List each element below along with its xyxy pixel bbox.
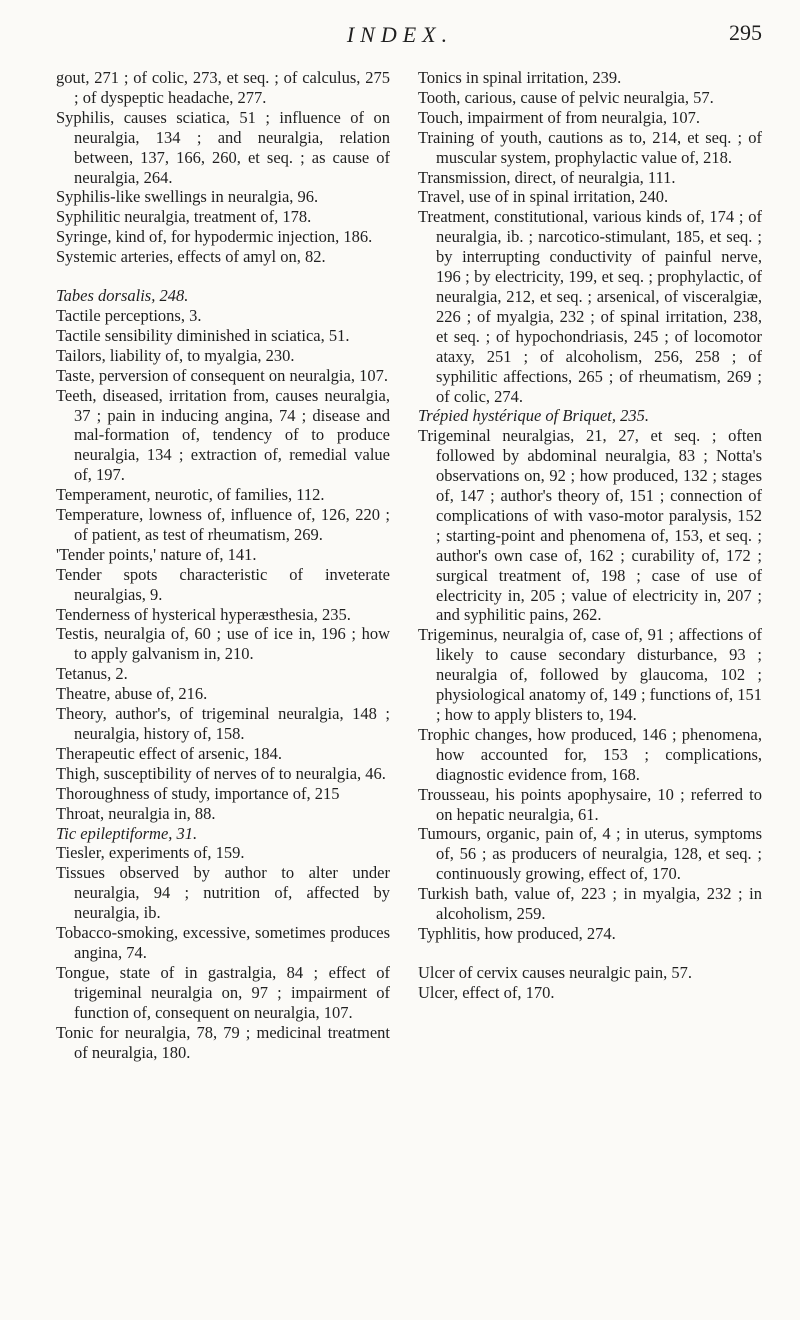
index-entry: Taste, perversion of consequent on neuralgia, 107. [56, 365, 388, 385]
index-entry: Ulcer of cervix causes neuralgic pain, 57. [418, 962, 692, 982]
index-entry: Throat, neuralgia in, 88. [56, 803, 216, 823]
index-entry: Training of youth, cautions as to, 214, et seq. ; of muscular system, prophylactic value of, 218. [418, 127, 762, 167]
index-entry: Therapeutic effect of arsenic, 184. [56, 743, 282, 763]
index-entry: Treatment, constitutional, various kinds of, 174 ; of neuralgia, ib. ; narcotico-stimulant, 185, et seq. ; by interrupting conductivity of painful nerve, 196 ; by electricity, 199, et seq. ; prophylactic, of neuralgia, 212, et seq. ; arsenical, of visceralgiæ, 226 ; of myalgia, 232 ; of spinal irritation, 238, et seq. ; of hypochondriasis, 245 ; of locomotor ataxy, 251 ; of alcoholism, 256, 258 ; of syphilitic affections, 265 ; of rheumatism, 269 ; of colic, 274. [418, 207, 762, 406]
index-entry: Trigeminal neuralgias, 21, 27, et seq. ; often followed by abdominal neuralgia, 83 ; Notta's observations on, 92 ; how produced, 132 ; stages of, 147 ; author's theory of, 151 ; connection of complications of with vaso-motor paralysis, 152 ; starting-point and phenomena of, 153, et seq. ; author's own case of, 162 ; curability of, 172 ; surgical treatment of, 198 ; case of use of electricity in, 205 ; value of electricity in, 207 ; and syphilitic pains, 262. [418, 426, 762, 625]
index-entry: Touch, impairment of from neuralgia, 107. [418, 107, 701, 127]
index-entry: Tetanus, 2. [56, 664, 128, 684]
index-column-right [418, 68, 762, 1003]
index-entry: 'Tender points,' nature of, 141. [56, 544, 257, 564]
index-entry: Teeth, diseased, irritation from, causes neuralgia, 37 ; pain in inducing angina, 74 ; disease and mal-formation of, tendency of to produce neuralgia, 134 ; extraction of, remedial value of, 197. [56, 385, 390, 485]
index-entry: Tic epileptiforme, 31. [56, 823, 198, 843]
page-header [0, 18, 800, 58]
index-entry: Typhlitis, how produced, 274. [418, 923, 616, 943]
index-entry: Tenderness of hysterical hyperæsthesia, 235. [56, 604, 351, 624]
index-entry: Tumours, organic, pain of, 4 ; in uterus, symptoms of, 56 ; as producers of neuralgia, 128, et seq. ; continuously growing, effect of, 170. [418, 824, 762, 884]
index-entry: Trépied hystérique of Briquet, 235. [418, 406, 649, 426]
index-entry: Trigeminus, neuralgia of, case of, 91 ; affections of likely to cause secondary disturbance, 93 ; neuralgia of, followed by glaucoma, 102 ; physiological anatomy of, 149 ; functions of, 151 ; how to apply blisters to, 194. [418, 625, 762, 724]
index-entry: Tender spots characteristic of inveterate neuralgias, 9. [56, 564, 390, 604]
index-entry: Tonics in spinal irritation, 239. [418, 68, 622, 87]
index-entry: Tiesler, experiments of, 159. [56, 843, 245, 863]
index-entry: Trophic changes, how produced, 146 ; phenomena, how accounted for, 153 ; complications, diagnostic evidence from, 168. [418, 724, 762, 784]
index-entry: Thoroughness of study, importance of, 215 [56, 783, 340, 803]
index-entry: Syphilis-like swellings in neuralgia, 96. [56, 187, 319, 207]
index-entry: Tongue, state of in gastralgia, 84 ; effect of trigeminal neuralgia on, 97 ; impairment of function of, consequent on neuralgia, 107. [56, 962, 390, 1022]
index-entry: Tabes dorsalis, 248. [56, 286, 189, 306]
index-entry: Temperament, neurotic, of families, 112. [56, 485, 325, 505]
index-entry: Systemic arteries, effects of amyl on, 82. [56, 247, 326, 267]
index-entry: Theory, author's, of trigeminal neuralgia, 148 ; neuralgia, history of, 158. [56, 704, 390, 743]
index-entry: Testis, neuralgia of, 60 ; use of ice in, 196 ; how to apply galvanism in, 210. [56, 624, 390, 664]
index-entry: Temperature, lowness of, influence of, 126, 220 ; of patient, as test of rheumatism, 269. [56, 505, 390, 544]
index-entry: Tactile perceptions, 3. [56, 305, 202, 325]
index-entry: Thigh, susceptibility of nerves of to neuralgia, 46. [56, 763, 386, 783]
index-entry: Trousseau, his points apophysaire, 10 ; referred to on hepatic neuralgia, 61. [418, 784, 762, 824]
index-entry: Tooth, carious, cause of pelvic neuralgia, 57. [418, 87, 714, 107]
index-entry: Syphilitic neuralgia, treatment of, 178. [56, 207, 312, 227]
index-entry: Syphilis, causes sciatica, 51 ; influence of on neuralgia, 134 ; and neuralgia, relation between, 137, 166, 260, et seq. ; as cause of neuralgia, 264. [56, 107, 390, 187]
index-entry: Syringe, kind of, for hypodermic injection, 186. [56, 227, 373, 247]
index-entry: Ulcer, effect of, 170. [418, 982, 555, 1002]
index-entry: Tonic for neuralgia, 78, 79 ; medicinal treatment of neuralgia, 180. [56, 1022, 390, 1062]
index-column-left [56, 68, 390, 1062]
index-entry: Tailors, liability of, to myalgia, 230. [56, 345, 295, 365]
index-entry: Tissues observed by author to alter under neuralgia, 94 ; nutrition of, affected by neuralgia, ib. [56, 863, 390, 923]
index-entry: Transmission, direct, of neuralgia, 111. [418, 167, 676, 187]
running-title: INDEX. [346, 22, 454, 47]
index-entry: Tactile sensibility diminished in sciatica, 51. [56, 325, 350, 345]
index-entry: Travel, use of in spinal irritation, 240. [418, 187, 669, 207]
page-number: 295 [729, 20, 762, 45]
index-entry: Tobacco-smoking, excessive, sometimes produces angina, 74. [56, 923, 390, 962]
index-entry: gout, 271 ; of colic, 273, et seq. ; of calculus, 275 ; of dyspeptic headache, 277. [56, 68, 390, 107]
index-entry: Theatre, abuse of, 216. [56, 684, 208, 704]
index-entry: Turkish bath, value of, 223 ; in myalgia, 232 ; in alcoholism, 259. [418, 884, 762, 924]
